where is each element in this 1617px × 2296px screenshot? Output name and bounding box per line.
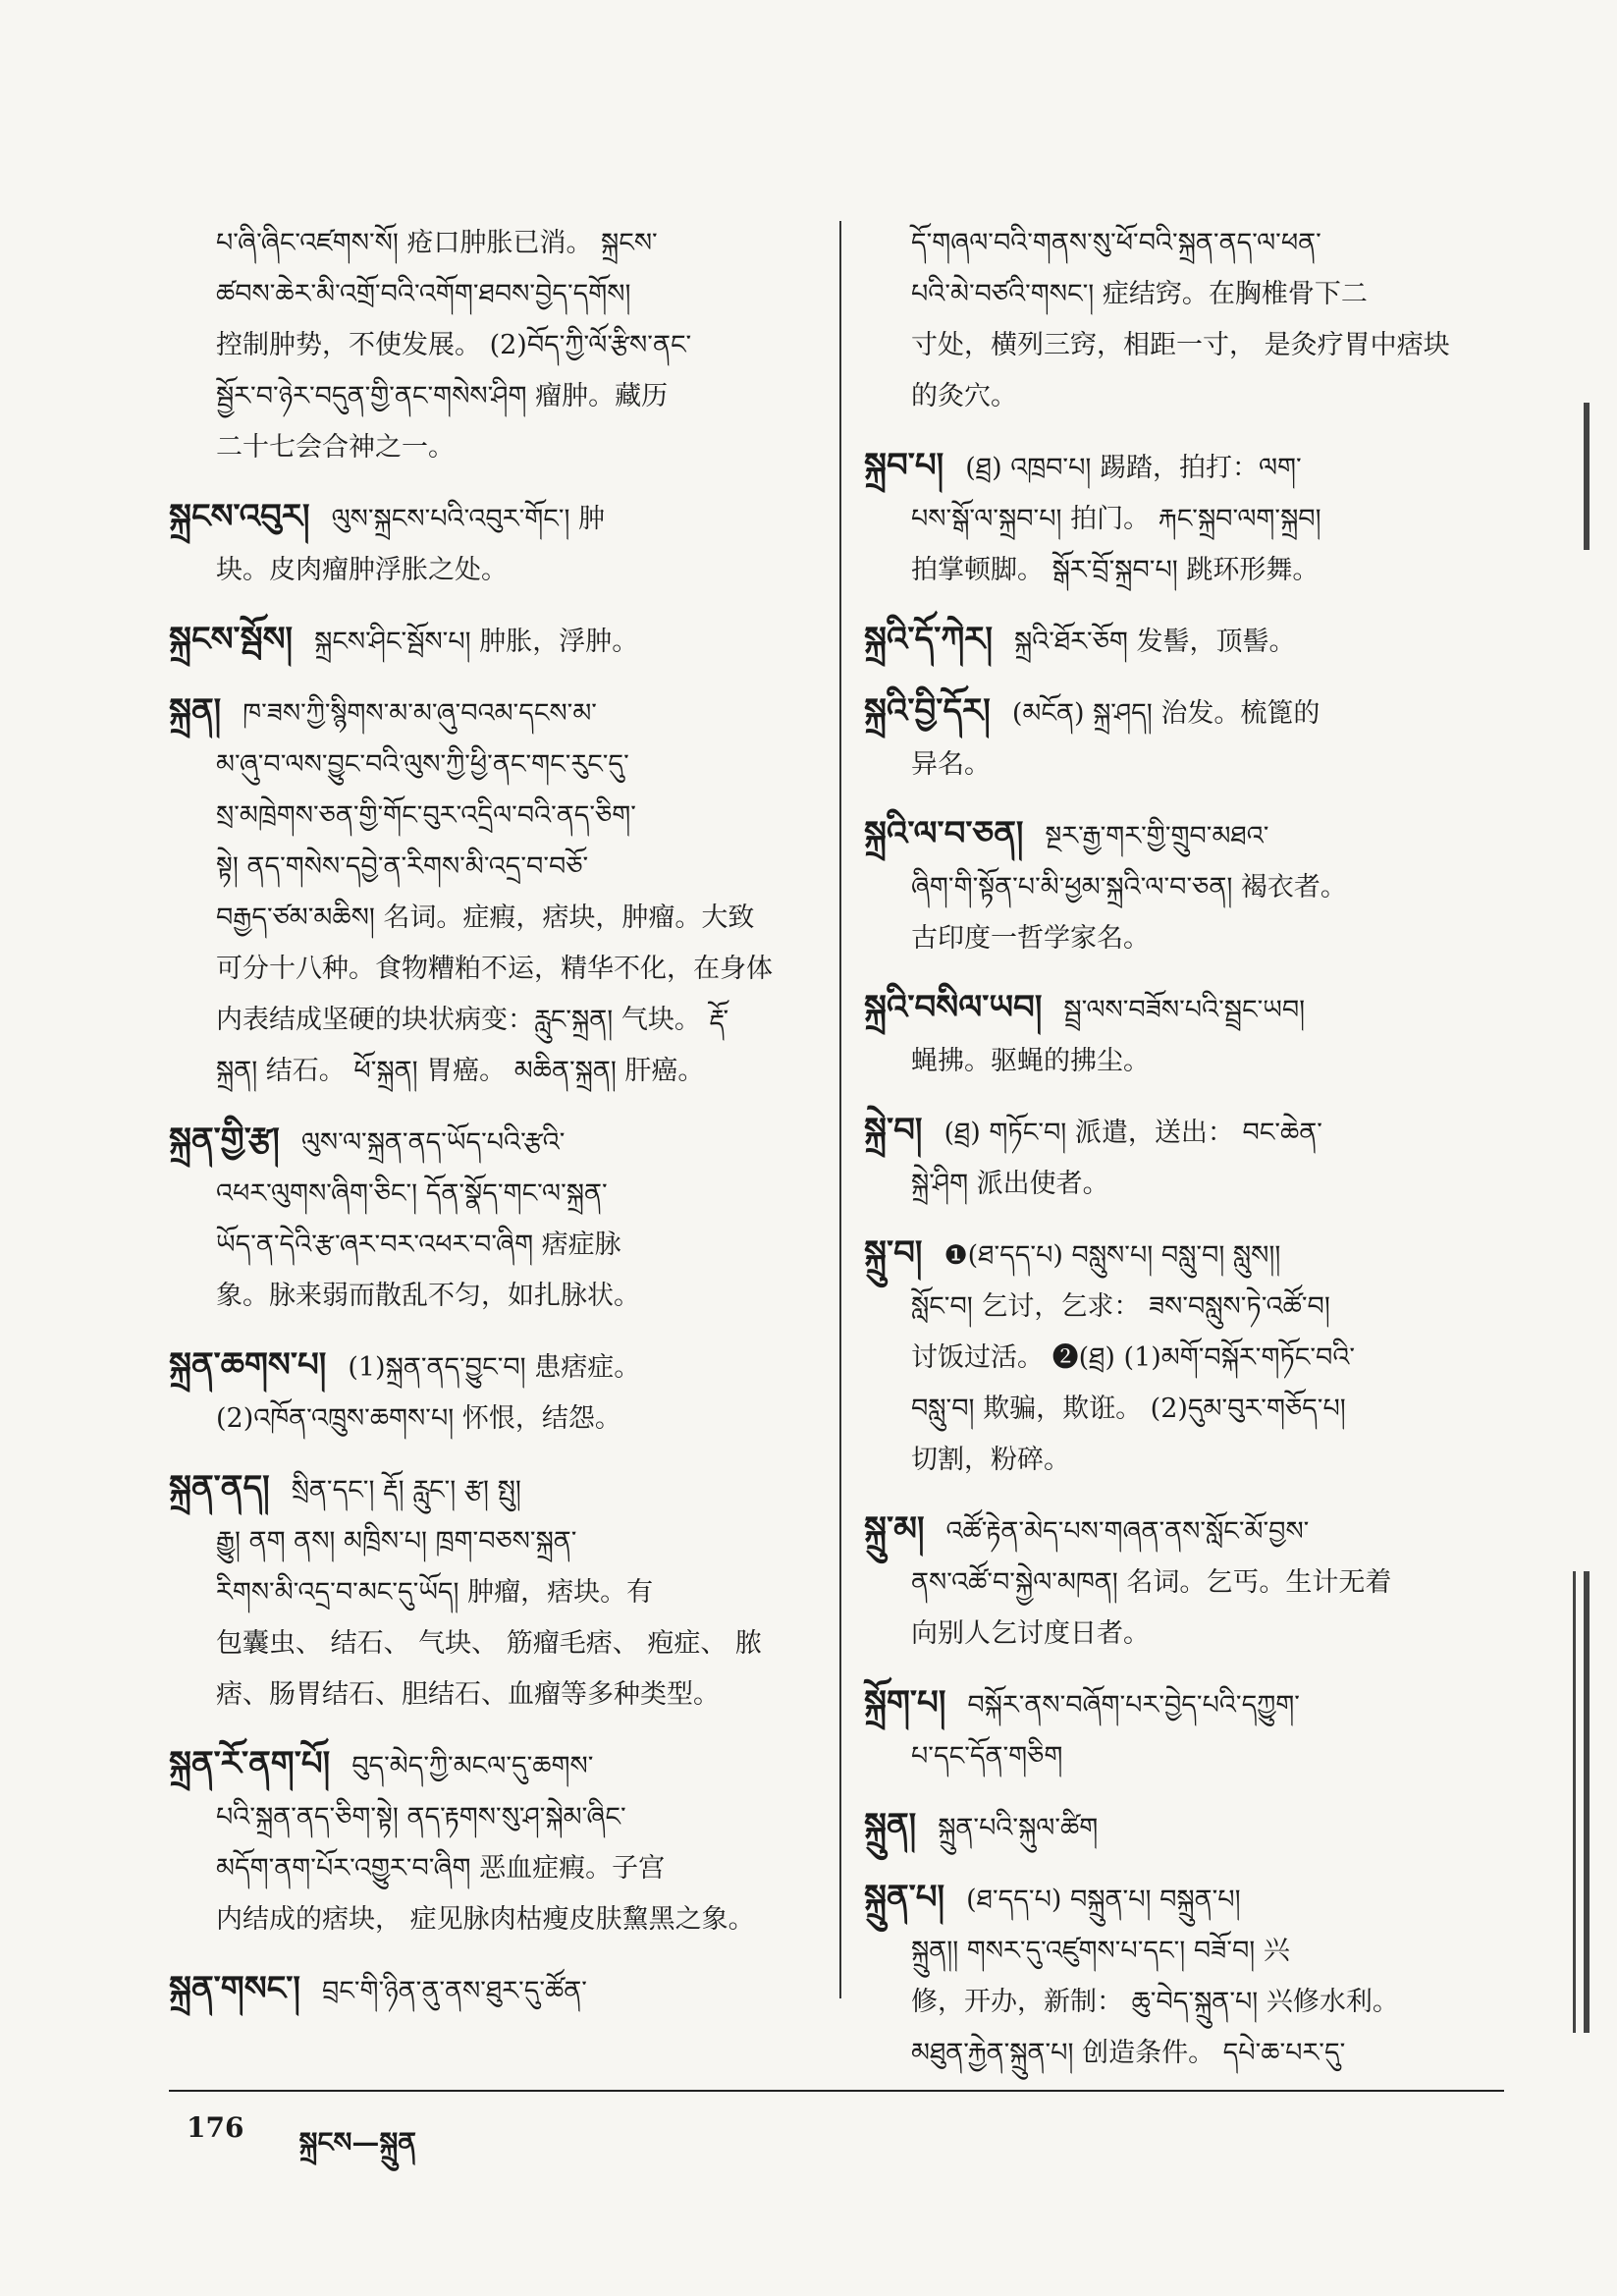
entry-line-text: བྲང་གི་ཉིན་ནུ་ནས་ཐུར་དུ་ཚོན་: [321, 1976, 587, 2006]
entry-line: ཞིག་གི་སྟོན་པ་མི་ཕྱམ་སྐྲའི་ལ་བ་ཅན། 褐衣者。: [911, 872, 1347, 902]
entry-line: 块。皮肉瘤肿浮胀之处。: [216, 555, 508, 585]
entry-line: དོ་གཞལ་བའི་གནས་སུ་ཕོ་བའི་སྐྲན་ནད་ལ་ཕན་: [911, 228, 1321, 258]
entry-headword: སྐྲའི་བསིལ་ཡབ།: [864, 988, 1043, 1027]
entry-line: 可分十八种。食物糟粕不运，精华不化，在身体: [216, 954, 773, 984]
entry-first-line: [864, 982, 1512, 1036]
entry-first-line: [169, 1963, 827, 2017]
dictionary-entry: [864, 218, 1512, 422]
entry-line: སྲ་མཁྲེགས་ཅན་གྱི་གོང་བུར་འདྲིལ་བའི་ནད་ཅིག་: [216, 800, 636, 831]
entry-first-line: [169, 1339, 827, 1394]
entry-line: 蝇拂。驱蝇的拂尘。: [911, 1046, 1150, 1076]
dictionary-entry: [864, 1503, 1512, 1660]
entry-line: མདོག་ནག་པོར་འགྱུར་བ་ཞིག 恶血症瘕。子宫: [216, 1853, 666, 1884]
guide-words: སྐྲངས—སྐྲུན: [298, 2126, 416, 2159]
entry-first-line: [864, 1228, 1512, 1282]
entry-line-text: ཁ་ཟས་ཀྱི་སྙིགས་མ་མ་ཞུ་བའམ་དངས་མ་: [243, 698, 597, 729]
dictionary-entry: [169, 1115, 827, 1322]
entry-line-text: ལུས་ལ་སྐྲན་ནད་ཡོད་པའི་རྩའི་: [300, 1127, 566, 1158]
entry-line: 讨饭过活。 ❷(ཐྲ) (1)མགོ་བསྐོར་གཏོང་བའི་: [911, 1342, 1356, 1373]
entry-line-text: སྐྲངས་ཤིང་སྦོས་པ། 肿胀，浮肿。: [314, 627, 639, 657]
dictionary-entry: [864, 1872, 1512, 2079]
entry-line: (2)འཁོན་འཁྲུས་ཆགས་པ། 怀恨，结怨。: [216, 1403, 621, 1434]
entry-headword: སྐྲུ་མ།: [864, 1509, 925, 1549]
entry-line: སྦྱོར་བ་ཉེར་བདུན་གྱི་ནང་གསེས་ཤིག 瘤肿。藏历: [216, 381, 669, 411]
entry-headword: སྐྲའི་དོ་ཀེར།: [864, 620, 994, 659]
entry-headword: སྐྲེ་བ།: [864, 1111, 923, 1150]
entry-line: མ་ཞུ་བ་ལས་བྱུང་བའི་ལུས་ཀྱི་ཕྱི་ནང་གང་རུང་དུ་: [216, 749, 629, 780]
entry-line: རྒྱུ། ནག ནས། མཁྲིས་པ། ཁྲག་བཅས་སྐྲན་: [216, 1526, 577, 1557]
entry-headword: སྐྲན་ཆགས་པ།: [169, 1345, 327, 1385]
entry-first-line: [864, 808, 1512, 862]
entry-line: པའི་མེ་བཙའི་གསང་། 症结窍。在胸椎骨下二: [911, 279, 1368, 309]
dictionary-entry: [864, 982, 1512, 1087]
entry-line: 控制肿势，不使发展。 (2)བོད་ཀྱི་ལོ་རྩིས་ནང་: [216, 330, 692, 360]
entry-line: 内表结成坚硬的块状病变：རླུང་སྐྲན། 气块。 རྡོ་: [216, 1005, 729, 1035]
edge-mark: [1584, 403, 1590, 550]
dictionary-entry: [169, 1339, 827, 1445]
entry-first-line: [864, 685, 1512, 739]
entry-headword: སྐྲན་གསང་།: [169, 1969, 300, 2008]
entry-line-text: (ཐྲ) འཁྲབ་པ། 踢踏，拍打：ལག་: [965, 453, 1302, 483]
dictionary-entry: [864, 1228, 1512, 1486]
entry-line: ནས་འཚོ་བ་སྐྱེལ་མཁན། 名词。乞丐。生计无着: [911, 1567, 1392, 1598]
dictionary-entry: [169, 491, 827, 596]
entry-line: སློང་བ། 乞讨，乞求： ཟས་བསླུས་ཏེ་འཚོ་བ།: [911, 1291, 1330, 1322]
entry-line: བསླུ་བ། 欺骗，欺诳。 (2)དུམ་བུར་གཅོད་པ།: [911, 1394, 1346, 1424]
page-number: 176: [187, 2111, 244, 2144]
dictionary-entry: [864, 1677, 1512, 1782]
entry-line: 的灸穴。: [911, 381, 1017, 411]
entry-line: མཐུན་རྐྱེན་སྐྲུན་པ། 创造条件。 དཔེ་ཆ་པར་དུ་: [911, 2038, 1346, 2068]
footer-rule: [169, 2090, 1504, 2092]
dictionary-entry: [864, 1105, 1512, 1210]
dictionary-entry: [864, 1800, 1512, 1854]
entry-line-text: སྐྲའི་ཐོར་ཅོག 发髻，顶髻。: [1014, 627, 1296, 657]
entry-headword: སྐྲངས་སྦོས།: [169, 620, 294, 659]
entry-first-line: [864, 1105, 1512, 1159]
entry-first-line: [864, 1503, 1512, 1558]
entry-line: རིགས་མི་འདྲ་བ་མང་དུ་ཡོད། 肿瘤，痞块。有: [216, 1577, 654, 1608]
entry-first-line: [169, 1462, 827, 1516]
entry-first-line: [864, 1677, 1512, 1731]
dictionary-entry: [864, 685, 1512, 791]
entry-line: པ་ཞི་ཞིང་འཛགས་སོ། 疮口肿胀已消。 སྐྲངས་: [216, 228, 658, 258]
entry-line: སྐྲུན།། གསར་དུ་འཛུགས་པ་དང་། བཟོ་བ། 兴: [911, 1936, 1290, 1966]
entry-first-line: [864, 614, 1512, 668]
dictionary-entry: [864, 614, 1512, 668]
entry-line: 痞、肠胃结石、胆结石、血瘤等多种类型。: [216, 1679, 720, 1710]
entry-line: 内结成的痞块， 症见脉肉枯瘦皮肤黧黑之象。: [216, 1904, 755, 1935]
right-column: [864, 218, 1512, 2068]
entry-first-line: [169, 685, 827, 739]
entry-line-text: (1)སྐྲན་ནད་བྱུང་བ། 患痞症。: [348, 1352, 641, 1383]
dictionary-entry: [169, 218, 827, 473]
entry-line: སྟེ། ནད་གསེས་དབྱེ་ན་རིགས་མི་འདྲ་བ་བཅོ་: [216, 851, 589, 882]
entry-line: པའི་སྐྲན་ནད་ཅིག་སྟེ། ནད་རྟགས་སུ་ཤ་སྐེམ་ཞིང་: [216, 1802, 626, 1832]
left-column: [169, 218, 827, 2008]
entry-line-text: ❶(ཐ་དད་པ) བསླུས་པ། བསླུ་བ། སླུས།།: [943, 1240, 1281, 1271]
edge-mark: [1584, 1571, 1590, 2033]
entry-line: ཚབས་ཆེར་མི་འགྲོ་བའི་འགོག་ཐབས་བྱེད་དགོས།: [216, 279, 631, 309]
entry-first-line: [864, 440, 1512, 494]
entry-line: 古印度一哲学家名。: [911, 923, 1150, 954]
edge-mark: [1573, 1571, 1576, 2033]
entry-headword: སྐྲའི་ལ་བ་ཅན།: [864, 814, 1024, 853]
entry-first-line: [169, 1115, 827, 1169]
entry-first-line: [169, 491, 827, 545]
entry-first-line: [864, 1872, 1512, 1926]
entry-line: པས་སྒོ་ལ་སྐྲབ་པ། 拍门。 རྐང་སྐྲབ་ལག་སྐྲབ།: [911, 504, 1321, 534]
entry-line: 拍掌顿脚。 སྒོར་བྲོ་སྐྲབ་པ། 跳环形舞。: [911, 555, 1320, 585]
entry-line: ཡོད་ན་དེའི་རྩ་ཞར་བར་འཕར་བ་ཞིག 痞症脉: [216, 1230, 621, 1260]
entry-line: 象。脉来弱而散乱不匀，如扎脉状。: [216, 1281, 640, 1311]
entry-headword: སྐྲུ་བ།: [864, 1233, 923, 1273]
entry-line: 包囊虫、 结石、 气块、 筋瘤毛痞、 疱症、 脓: [216, 1628, 762, 1659]
dictionary-entry: [169, 685, 827, 1097]
dictionary-entry: [169, 1738, 827, 1945]
entry-line: 寸处，横列三窍，相距一寸， 是灸疗胃中痞块: [911, 330, 1450, 360]
entry-line: 修，开办，新制： ཆུ་བེད་སྐྲུན་པ། 兴修水利。: [911, 1987, 1399, 2017]
entry-line-text: (ཐ་དད་པ) བསྐྲུན་པ། བསྐྲུན་པ།: [966, 1885, 1241, 1915]
entry-line-text: ལུས་སྐྲངས་པའི་འབུར་གོང་། 肿: [331, 504, 606, 534]
entry-headword: སྐྲངས་འབུར།: [169, 497, 310, 536]
entry-headword: སྐྲན་རོ་ནག་པོ།: [169, 1744, 331, 1783]
entry-line: སྐྲེ་ཤིག 派出使者。: [911, 1169, 1109, 1199]
page-footer: [187, 2111, 416, 2189]
entry-headword: སྐྲའི་བྱི་དོར།: [864, 691, 991, 731]
dictionary-entry: [864, 440, 1512, 596]
entry-first-line: [169, 614, 827, 668]
entry-line: པ་དང་དོན་གཅིག: [911, 1741, 1063, 1772]
entry-line: འཕར་ལུགས་ཞིག་ཅིང་། དོན་སྣོད་གང་ལ་སྐྲན་: [216, 1178, 608, 1209]
entry-line-text: འཚོ་རྟེན་མེད་པས་གཞན་ནས་སློང་མོ་བྱས་: [945, 1516, 1310, 1547]
entry-headword: སྐྲན་གྱི་རྩ།: [169, 1121, 280, 1160]
dictionary-entry: [169, 614, 827, 668]
entry-line-text: སྔར་རྒྱ་གར་གྱི་གྲུབ་མཐའ་: [1045, 821, 1269, 851]
entry-first-line: [169, 1738, 827, 1792]
entry-headword: སྐྲུན།: [864, 1806, 917, 1845]
entry-line: 异名。: [911, 749, 991, 780]
entry-headword: སྐྲན་ནད།: [169, 1468, 270, 1507]
entry-line: སྐྲན། 结石。 ཕོ་སྐྲན། 胃癌。 མཆིན་སྐྲན། 肝癌。: [216, 1056, 705, 1086]
entry-line-text: (ཐྲ) གཏོང་བ། 派遣，送出： བང་ཆེན་: [943, 1118, 1322, 1148]
entry-line: 切割，粉碎。: [911, 1445, 1070, 1475]
dictionary-entry: [169, 1462, 827, 1721]
column-divider: [839, 221, 841, 1998]
entry-line-text: (མངོན) སྐྲ་ཤད། 治发。梳篦的: [1011, 698, 1321, 729]
entry-line: 向别人乞讨度日者。: [911, 1618, 1150, 1649]
entry-headword: སྐྲུན་པ།: [864, 1878, 945, 1917]
dictionary-entry: [169, 1963, 827, 2017]
entry-headword: སྐྲན།: [169, 691, 222, 731]
entry-line-text: སྲིན་དང་། རྡོ། རླུང་། རྩ། སྤུ།: [291, 1475, 521, 1505]
entry-headword: སྐྲབ་པ།: [864, 446, 944, 485]
entry-line-text: སྐྲུན་པའི་སྐུལ་ཚིག: [938, 1813, 1099, 1843]
dictionary-entry: [864, 808, 1512, 964]
entry-line: བརྒྱད་ཙམ་མཆིས། 名词。症瘕，痞块，肿瘤。大致: [216, 902, 755, 933]
entry-first-line: [864, 1800, 1512, 1854]
entry-headword: སྐྲོག་པ།: [864, 1683, 946, 1722]
entry-line-text: བསྐོར་ནས་བཞོག་པར་བྱེད་པའི་དཀྱུག་: [967, 1690, 1300, 1721]
entry-line-text: བུད་མེད་ཀྱི་མངལ་དུ་ཆགས་: [351, 1751, 594, 1781]
entry-line: 二十七会合神之一。: [216, 432, 455, 463]
entry-line-text: སྦྲ་ལས་བཟོས་པའི་སྦྲང་ཡབ།: [1063, 995, 1306, 1025]
